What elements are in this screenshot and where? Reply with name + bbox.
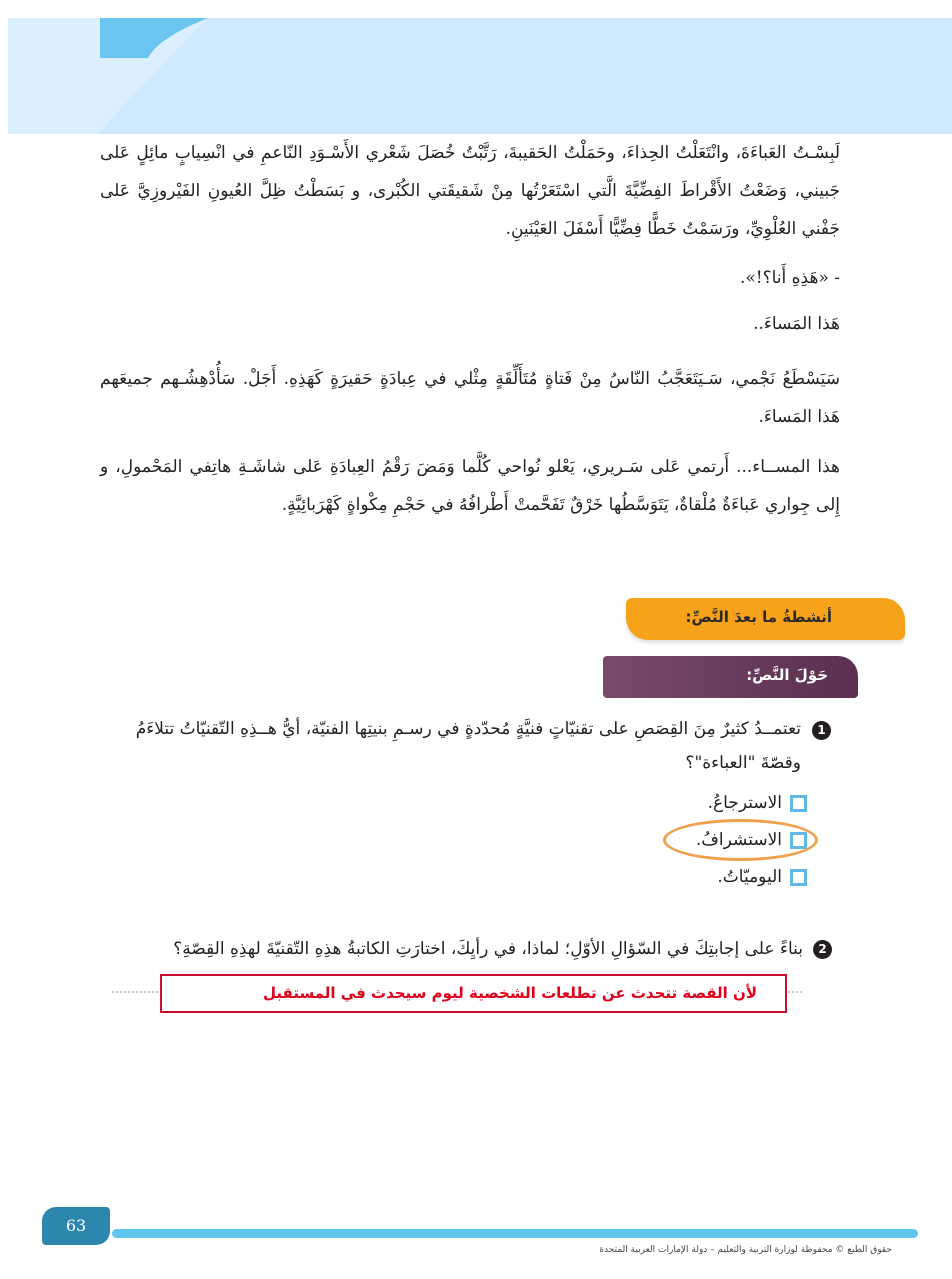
story-paragraph-2: - «هَذِهِ أَنا؟!». [739,268,840,288]
footer-bar [112,1229,918,1238]
post-reading-activities-banner [626,598,905,640]
question-1-number: 1 [812,721,831,740]
question-2-text: بناءً على إجابتِكَ في السّؤالِ الأوّلِ؛ لماذا، في رأيِكَ، اختارَتِ الكاتبةُ هذِهِ التّقنيّةَ لهذِهِ القِصّةِ؟ [173,939,803,959]
page-header-band [8,18,952,134]
checkbox-icon[interactable] [790,795,807,812]
page-number-tab [42,1207,110,1245]
option-label: اليوميّاتُ. [717,867,782,887]
option-label: الاسترجاعُ. [707,793,782,813]
option-flashback[interactable] [708,788,807,818]
story-paragraph-1: لَبِسْـتُ العَباءَةَ، وانْتَعَلْتُ الحِذاءَ، وحَمَلْتُ الحَقيبةَ، رَتَّبْتُ خُصَلَ شَعْري الأَسْـوَدِ النّاعمِ في انْسِيابٍ مائِلٍ عَلى جَبيني، وَضَعْتُ الأَقْراطَ الفِضِّيَّةَ الَّتي اسْتَعَرْتُها مِنْ شَقيقَتي الكُبْرى، و بَسَطْتُ ظِلَّ العُيونِ الفَيْروزِيَّ عَلى جَفْني العُلْوِيِّ، ورَسَمْتُ خَطًّا فِضِّيًّا أَسْفَلَ العَيْنَينِ. [100,143,840,239]
question-1-text: تعتمــدُ كثيرٌ مِنَ القِصَصِ على تقنيّاتٍ فنيَّةٍ مُحدّدةٍ في رسـمِ بنيتِها الفنيّة، أيُّ هــذِهِ التّقنيّاتُ تتلاءَمُ وقصّةَ "العباءة"؟ [135,719,801,773]
answer-text: لأن القصة تتحدث عن تطلعات الشخصية ليوم سيحدث في المستقبل [263,984,757,1002]
story-paragraph-3: هَذا المَساءَ.. [753,314,840,334]
header-decoration [8,18,952,134]
copyright-notice: حقوق الطبع © محفوظة لوزارة التربية والتعليم – دولة الإمارات العربية المتحدة [599,1245,892,1255]
section-title: حَوْلَ النَّصِّ: [746,666,828,684]
about-text-section-banner [603,656,858,698]
option-label: الاستشرافُ. [695,830,782,850]
checkbox-icon[interactable] [790,869,807,886]
question-2-number: 2 [813,940,832,959]
answer-field[interactable] [160,974,787,1013]
page-number: 63 [65,1216,87,1235]
story-paragraph-5: هذا المســاء... أَرتمي عَلى سَـريري، يَعْلو نُواحي كُلَّما وَمَضَ رَقْمُ العِبادَةِ عَلى شاشَـةِ هاتِفي المَحْمولِ، و إِلى جِواري عَباءَةٌ مُلْقاةٌ، يَتَوَسَّطُها خَرْقٌ تَفَحَّمتْ أَطْرافُهُ في حَجْمِ مِكْواةٍ كَهْرَبائِيَّةٍ. [100,457,840,515]
activities-title: أنشطةُ ما بعدَ النَّصِّ: [685,608,832,626]
option-diaries[interactable] [717,862,807,892]
story-paragraph-4: سَيَسْطَعُ نَجْمي، سَـيَتَعَجَّبُ النّاسُ مِنْ فَتاةٍ مُتَأَلِّقَةٍ مِثْلي في عِبادَةٍ حَقيرَةٍ كَهَذِهِ. أَجَلْ. سَأُدْهِشُـهم جميعَهم هَذا المَساءَ. [100,369,840,427]
selected-answer-circle-mark [663,819,818,861]
